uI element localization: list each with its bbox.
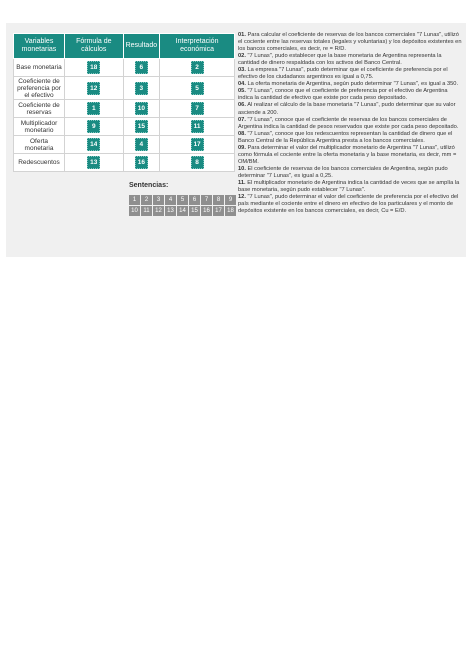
sentence-chip[interactable]: 1: [129, 195, 140, 205]
answer-badge[interactable]: 12: [87, 82, 100, 95]
interpretacion-cell: [160, 118, 235, 136]
statement-text: Para calcular el coeficiente de reservas de los bancos comerciales "7 Lunas", utilizó el cociente entre las reservas totales (legales y voluntarias) y los depósitos existentes en los bancos comerciales, es decir, re = R/D.: [238, 32, 462, 53]
statement-text: "7 Lunas", conoce que el coeficiente de preferencia por el efectivo de Argentina indica la cantidad de efectivo que existe por cada peso depositado.: [238, 88, 448, 102]
statement-number: 07.: [238, 116, 246, 123]
answer-badge[interactable]: 7: [191, 102, 204, 115]
statement-text: "7 Lunas", pudo establecer que la base monetaria de Argentina representa la cantidad de dinero respaldada con los activos del Banco Central.: [238, 53, 442, 67]
statement: [238, 131, 462, 145]
statement-number: 11.: [238, 179, 246, 186]
sentence-chip[interactable]: 13: [165, 206, 176, 216]
table-row: [14, 154, 235, 172]
header-formula: Fórmula de cálculos: [65, 34, 124, 59]
header-resultado: Resultado: [123, 34, 160, 59]
answer-badge[interactable]: 16: [135, 156, 148, 169]
statement-text: La empresa "7 Lunas", pudo determinar que el coeficiente de preferencia por el efectivo de los ciudadanos argentinos es igual a 0,75.: [238, 67, 448, 81]
answer-badge[interactable]: 15: [135, 120, 148, 133]
sentence-chip[interactable]: 8: [213, 195, 224, 205]
table-header-row: [14, 34, 235, 59]
sentence-chip[interactable]: 10: [129, 206, 140, 216]
answer-badge[interactable]: 3: [135, 82, 148, 95]
formula-cell: [65, 100, 124, 118]
sentence-chip[interactable]: 5: [177, 195, 188, 205]
statement: [238, 102, 462, 116]
statement-text: "7 Lunas", pudo determinar el valor del coeficiente de preferencia por el efectivo del país mediante el cociente entre el dinero en efectivo de los particulares y el monto de depósitos existente en los bancos comerciales, es decir, Cu = E/D.: [238, 194, 459, 215]
answer-badge[interactable]: 4: [135, 138, 148, 151]
sentence-chip[interactable]: 7: [201, 195, 212, 205]
statement-number: 05.: [238, 88, 246, 95]
statement: [238, 194, 462, 215]
resultado-cell: [123, 100, 160, 118]
formula-cell: [65, 59, 124, 77]
header-interpretacion: Interpretación económica: [160, 34, 235, 59]
answer-badge[interactable]: 14: [87, 138, 100, 151]
answer-badge[interactable]: 10: [135, 102, 148, 115]
sentence-chip[interactable]: 3: [153, 195, 164, 205]
statement: [238, 88, 462, 102]
answer-badge[interactable]: 8: [191, 156, 204, 169]
table-row: [14, 77, 235, 100]
answer-badge[interactable]: 17: [191, 138, 204, 151]
sentences-title: Sentencias:: [129, 182, 169, 189]
sentences-grid: [129, 195, 241, 216]
row-label: Redescuentos: [14, 154, 65, 172]
answer-badge[interactable]: 9: [87, 120, 100, 133]
statement-text: Para determinar el valor del multiplicador monetario de Argentina "7 Lunas", utilizó como fórmula el cociente entre la oferta monetaria y la base monetaria, es decir, mm = OM/BM.: [238, 144, 457, 165]
resultado-cell: [123, 77, 160, 100]
table-row: [14, 100, 235, 118]
resultado-cell: [123, 59, 160, 77]
statement: [238, 166, 462, 180]
formula-cell: [65, 118, 124, 136]
sentence-chip[interactable]: 11: [141, 206, 152, 216]
interpretacion-cell: [160, 59, 235, 77]
resultado-cell: [123, 154, 160, 172]
statement: [238, 32, 462, 53]
statement-text: "7 Lunas", conoce que los redescuentos representan la cantidad de dinero que el Banco Central de la República Argentina presta a los bancos comerciales.: [238, 130, 453, 144]
row-label: Coeficiente de reservas: [14, 100, 65, 118]
statement-text: La oferta monetaria de Argentina, según pudo determinar "7 Lunas", es igual a 350.: [247, 81, 459, 88]
statement-number: 12.: [238, 194, 246, 201]
answer-badge[interactable]: 18: [87, 61, 100, 74]
answer-badge[interactable]: 6: [135, 61, 148, 74]
sentence-chip[interactable]: 4: [165, 195, 176, 205]
sentence-chip[interactable]: 9: [225, 195, 236, 205]
formula-cell: [65, 154, 124, 172]
sentence-chip[interactable]: 17: [213, 206, 224, 216]
answer-badge[interactable]: 11: [191, 120, 204, 133]
statement: [238, 117, 462, 131]
statement: [238, 145, 462, 166]
table-row: [14, 59, 235, 77]
row-label: Base monetaria: [14, 59, 65, 77]
interpretacion-cell: [160, 100, 235, 118]
statement: [238, 81, 462, 88]
statement-number: 06.: [238, 102, 246, 109]
exercise-card: [6, 23, 466, 257]
statement-number: 10.: [238, 165, 246, 172]
statement-text: El coeficiente de reservas de los bancos comerciales de Argentina, según pudo determinar "7 Lunas", es igual a 0,25.: [238, 165, 448, 179]
answer-badge[interactable]: 1: [87, 102, 100, 115]
variables-table: [13, 33, 235, 172]
interpretacion-cell: [160, 154, 235, 172]
statements-list: [238, 32, 462, 254]
row-label: Multiplicador monetario: [14, 118, 65, 136]
formula-cell: [65, 77, 124, 100]
answer-badge[interactable]: 5: [191, 82, 204, 95]
statement-number: 04.: [238, 81, 246, 88]
sentence-chip[interactable]: 18: [225, 206, 236, 216]
statement-text: "7 Lunas", conoce que el coeficiente de reservas de los bancos comerciales de Argentina indica la cantidad de pesos reservados que existe por cada peso depositado.: [238, 116, 459, 130]
answer-badge[interactable]: 13: [87, 156, 100, 169]
resultado-cell: [123, 136, 160, 154]
statement: [238, 53, 462, 67]
statement-number: 01.: [238, 32, 246, 38]
interpretacion-cell: [160, 136, 235, 154]
sentence-chip[interactable]: 15: [189, 206, 200, 216]
variables-panel: [13, 33, 235, 172]
row-label: Oferta monetaria: [14, 136, 65, 154]
sentence-chip[interactable]: 12: [153, 206, 164, 216]
statement-number: 08.: [238, 130, 246, 137]
statement: [238, 180, 462, 194]
table-row: [14, 136, 235, 154]
sentence-chip[interactable]: 6: [189, 195, 200, 205]
sentence-chip[interactable]: 14: [177, 206, 188, 216]
statement-text: El multiplicador monetario de Argentina indica la cantidad de veces que se amplía la base monetaria, según pudo establecer "7 Lunas".: [238, 179, 460, 194]
row-label: Coeficiente de preferencia por el efectivo: [14, 77, 65, 100]
table-row: [14, 118, 235, 136]
resultado-cell: [123, 118, 160, 136]
header-variables: Variables monetarias: [14, 34, 65, 59]
statement-number: 03.: [238, 67, 246, 74]
interpretacion-cell: [160, 77, 235, 100]
answer-badge[interactable]: 2: [191, 61, 204, 74]
sentence-chip[interactable]: 2: [141, 195, 152, 205]
statement-text: Al realizar el cálculo de la base monetaria "7 Lunas", pudo determinar que su valor asciende a 200.: [238, 102, 456, 116]
statement: [238, 67, 462, 81]
statement-number: 09.: [238, 144, 246, 151]
sentence-chip[interactable]: 16: [201, 206, 212, 216]
formula-cell: [65, 136, 124, 154]
statement-number: 02.: [238, 53, 246, 60]
